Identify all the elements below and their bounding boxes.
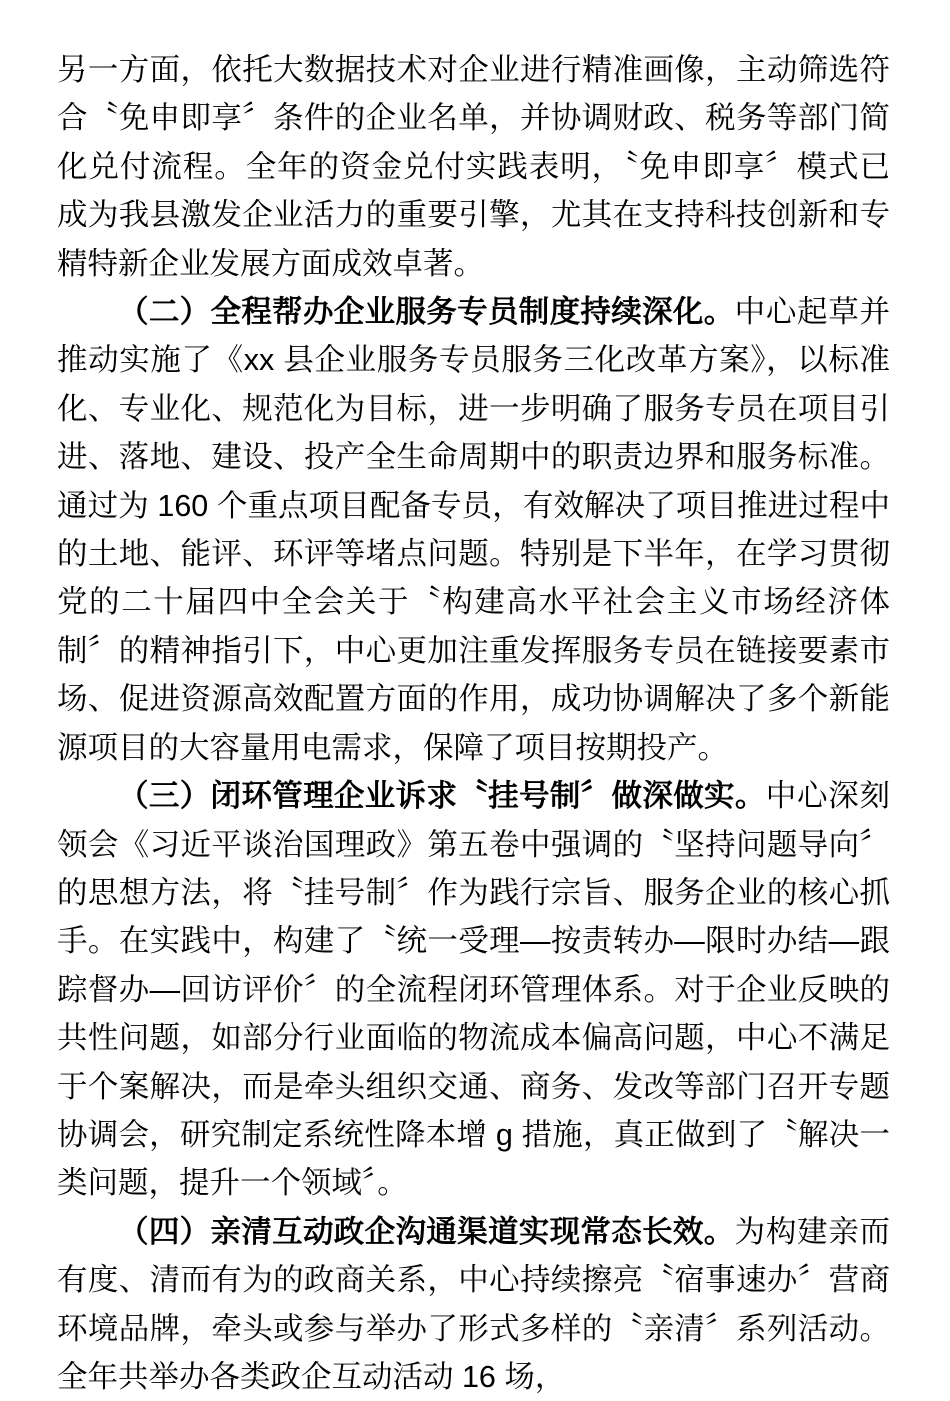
paragraph-section-3 [57,772,890,1208]
paragraph-text: 另一方面，依托大数据技术对企业进行精准画像，主动筛选符合〝免申即享〞条件的企业名单，并协调财政、税务等部门简化兑付流程。全年的资金兑付实践表明，〝免申即享〞模式已成为我县激发企业活力的重要引擎，尤其在支持科技创新和专精特新企业发展方面成效卓著。 [57,53,890,281]
paragraph-continuation [57,46,890,288]
paragraph-section-2 [57,288,890,772]
section-heading-3: （三）闭环管理企业诉求〝挂号制〞做深做实。 [118,779,766,814]
paragraph-text: 为构建亲而有度、清而有为的政商关系，中心持续擦亮〝宿事速办〞营商环境品牌，牵头或参与举办了形式多样的〝亲清〞系列活动。全年共举办各类政企互动活动 16 场， [57,1214,891,1394]
section-heading-4: （四）亲清互动政企沟通渠道实现常态长效。 [118,1214,735,1249]
section-heading-2: （二）全程帮办企业服务专员制度持续深化。 [118,295,735,330]
paragraph-text: 中心起草并推动实施了《xx 县企业服务专员服务三化改革方案》，以标准化、专业化、规范化为目标，进一步明确了服务专员在项目引进、落地、建设、投产全生命周期中的职责边界和服务标准。通过为 160 个重点项目配备专员，有效解决了项目推进过程中的土地、能评、环评等堵点问题。特别是下半年，在学习贯彻党的二十届四中全会关于〝构建高水平社会主义市场经济体制〞的精神指引下，中心更加注重发挥服务专员在链接要素市场、促进资源高效配置方面的作用，成功协调解决了多个新能源项目的大容量用电需求，保障了项目按期投产。 [57,295,891,765]
document-body [57,46,890,1401]
paragraph-section-4 [57,1208,890,1401]
paragraph-text: 中心深刻领会《习近平谈治国理政》第五卷中强调的〝坚持问题导向〞的思想方法，将〝挂号制〞作为践行宗旨、服务企业的核心抓手。在实践中，构建了〝统一受理—按责转办—限时办结—跟踪督办—回访评价〞的全流程闭环管理体系。对于企业反映的共性问题，如部分行业面临的物流成本偏高问题，中心不满足于个案解决，而是牵头组织交通、商务、发改等部门召开专题协调会，研究制定系统性降本增 g 措施，真正做到了〝解决一类问题，提升一个领域〞。 [57,779,891,1201]
